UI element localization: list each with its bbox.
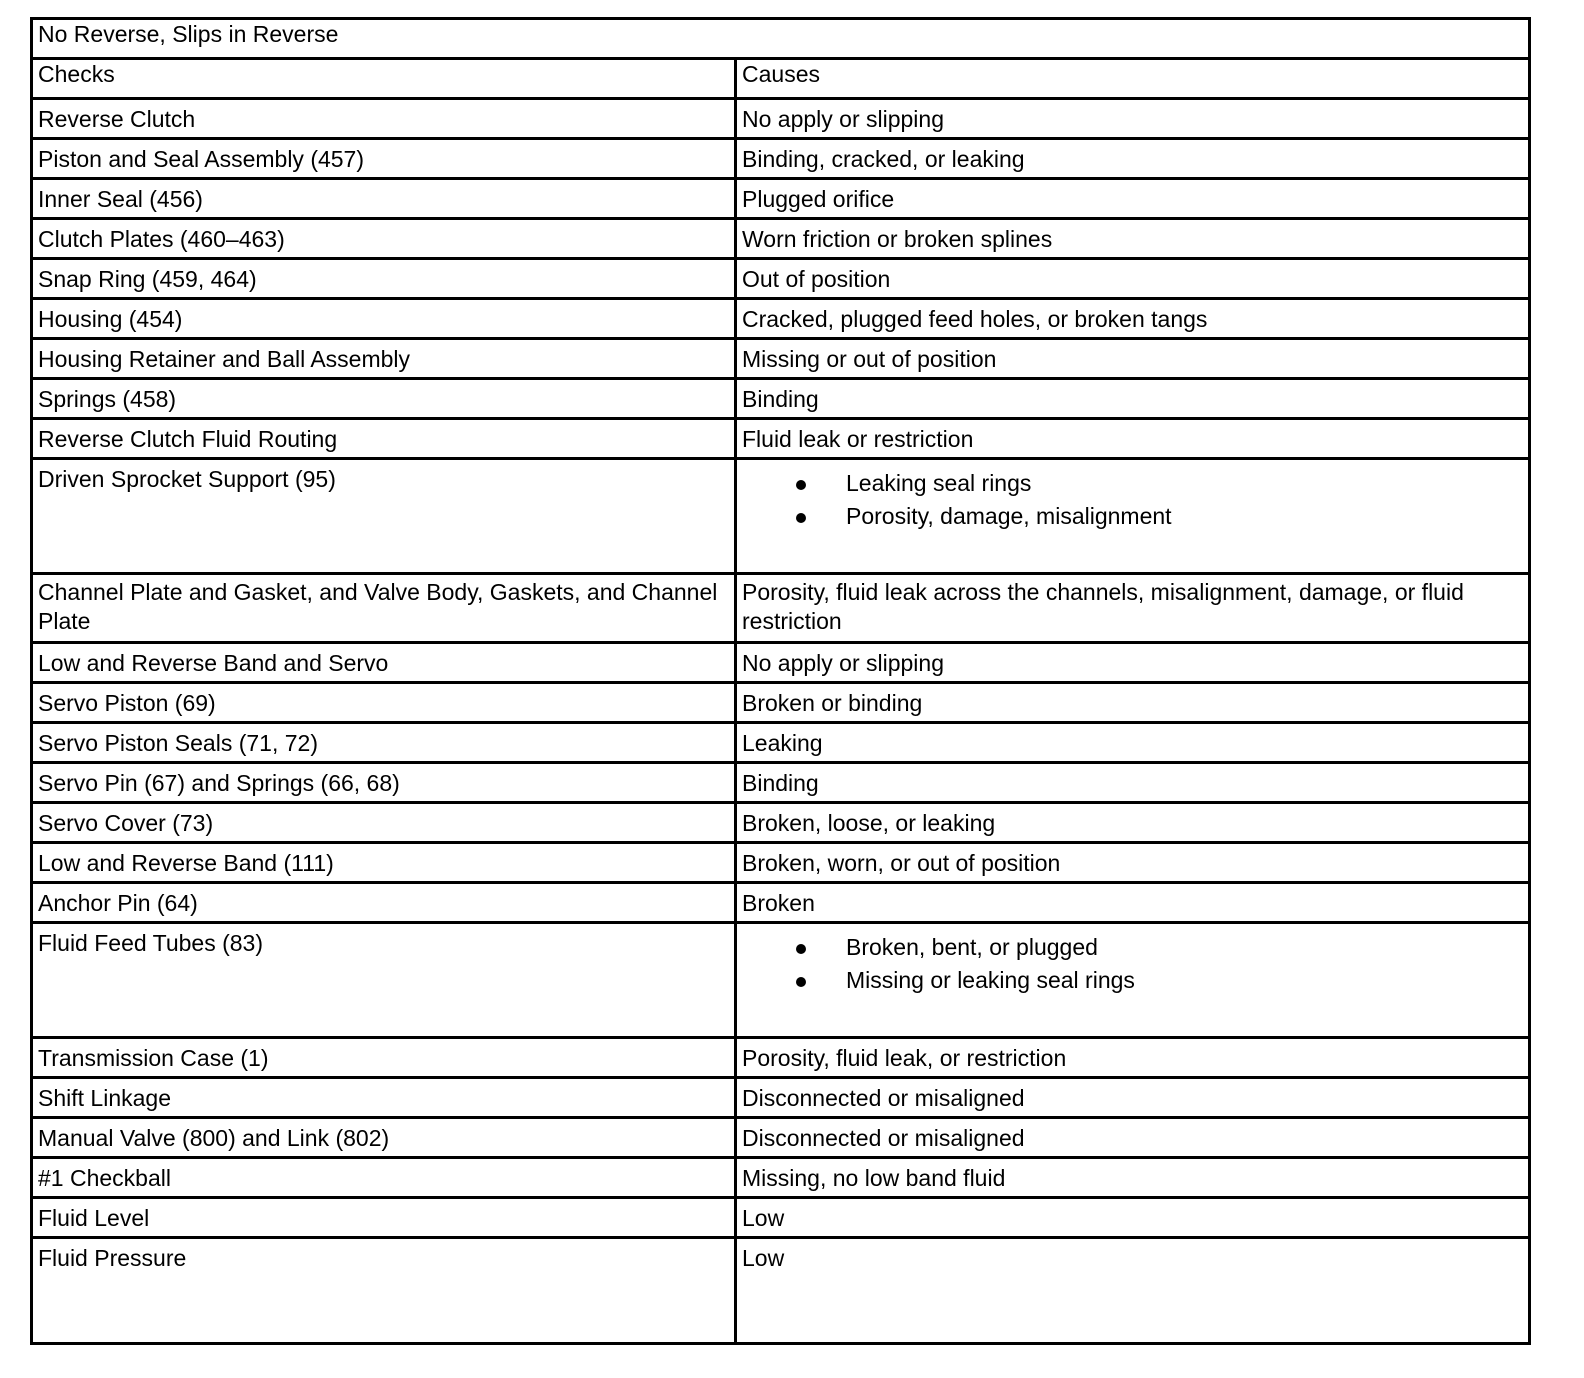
cause-cell: Leaking [736,723,1530,763]
check-cell: Low and Reverse Band (111) [32,843,736,883]
cause-bullet: Porosity, damage, misalignment [846,502,1523,535]
table-row [32,259,1530,299]
cause-cell: Broken, worn, or out of position [736,843,1530,883]
cause-cell: Broken, loose, or leaking [736,803,1530,843]
table-row [32,763,1530,803]
cause-cell: Disconnected or misaligned [736,1118,1530,1158]
check-cell: Driven Sprocket Support (95) [32,459,736,574]
table-row [32,1038,1530,1078]
table-row [32,459,1530,574]
check-cell: Fluid Pressure [32,1238,736,1344]
cause-cell: Plugged orifice [736,179,1530,219]
check-cell: Servo Piston Seals (71, 72) [32,723,736,763]
table-row [32,574,1530,643]
table-title: No Reverse, Slips in Reverse [32,19,1530,59]
cause-cell: Broken [736,883,1530,923]
check-cell: Inner Seal (456) [32,179,736,219]
table-row [32,723,1530,763]
table-row [32,1118,1530,1158]
table-row [32,219,1530,259]
check-cell: Fluid Feed Tubes (83) [32,923,736,1038]
table-row [32,1238,1530,1344]
checks-header: Checks [32,59,736,99]
cause-cell: Out of position [736,259,1530,299]
check-cell: Clutch Plates (460–463) [32,219,736,259]
cause-cell: Porosity, fluid leak, or restriction [736,1038,1530,1078]
table-row [32,1078,1530,1118]
table-row [32,339,1530,379]
cause-cell: Binding [736,763,1530,803]
cause-cell: Low [736,1238,1530,1344]
cause-bullet: Missing or leaking seal rings [846,966,1523,999]
check-cell: #1 Checkball [32,1158,736,1198]
check-cell: Reverse Clutch [32,99,736,139]
table-row [32,1158,1530,1198]
cause-cell: Binding, cracked, or leaking [736,139,1530,179]
check-cell: Housing Retainer and Ball Assembly [32,339,736,379]
table-row [32,299,1530,339]
check-cell: Transmission Case (1) [32,1038,736,1078]
cause-cell: Fluid leak or restriction [736,419,1530,459]
cause-bullet-list [742,469,1523,535]
cause-cell: Missing, no low band fluid [736,1158,1530,1198]
check-cell: Shift Linkage [32,1078,736,1118]
table-row [32,139,1530,179]
table-row [32,883,1530,923]
cause-cell: Broken or binding [736,683,1530,723]
check-cell: Servo Cover (73) [32,803,736,843]
cause-cell: No apply or slipping [736,99,1530,139]
table-row [32,179,1530,219]
cause-cell: Missing or out of position [736,339,1530,379]
check-cell: Fluid Level [32,1198,736,1238]
cause-bullet: Leaking seal rings [846,469,1523,502]
cause-bullet-list [742,933,1523,999]
cause-cell: Disconnected or misaligned [736,1078,1530,1118]
check-cell: Reverse Clutch Fluid Routing [32,419,736,459]
table-row [32,843,1530,883]
table-row [32,683,1530,723]
check-cell: Anchor Pin (64) [32,883,736,923]
cause-cell [736,459,1530,574]
table-row [32,99,1530,139]
cause-cell: No apply or slipping [736,643,1530,683]
check-cell: Servo Pin (67) and Springs (66, 68) [32,763,736,803]
cause-cell: Worn friction or broken splines [736,219,1530,259]
table-row [32,803,1530,843]
table-row [32,923,1530,1038]
check-cell: Servo Piston (69) [32,683,736,723]
cause-cell [736,923,1530,1038]
cause-bullet: Broken, bent, or plugged [846,933,1523,966]
check-cell: Piston and Seal Assembly (457) [32,139,736,179]
cause-cell: Binding [736,379,1530,419]
cause-cell: Porosity, fluid leak across the channels, misalignment, damage, or fluid restriction [736,574,1530,643]
check-cell: Channel Plate and Gasket, and Valve Body, Gaskets, and Channel Plate [32,574,736,643]
table-row [32,643,1530,683]
cause-cell: Cracked, plugged feed holes, or broken tangs [736,299,1530,339]
check-cell: Springs (458) [32,379,736,419]
cause-cell: Low [736,1198,1530,1238]
table-row [32,419,1530,459]
check-cell: Snap Ring (459, 464) [32,259,736,299]
table-row [32,379,1530,419]
table-row [32,1198,1530,1238]
check-cell: Housing (454) [32,299,736,339]
check-cell: Manual Valve (800) and Link (802) [32,1118,736,1158]
causes-header: Causes [736,59,1530,99]
check-cell: Low and Reverse Band and Servo [32,643,736,683]
diagnostic-table [30,17,1531,1345]
